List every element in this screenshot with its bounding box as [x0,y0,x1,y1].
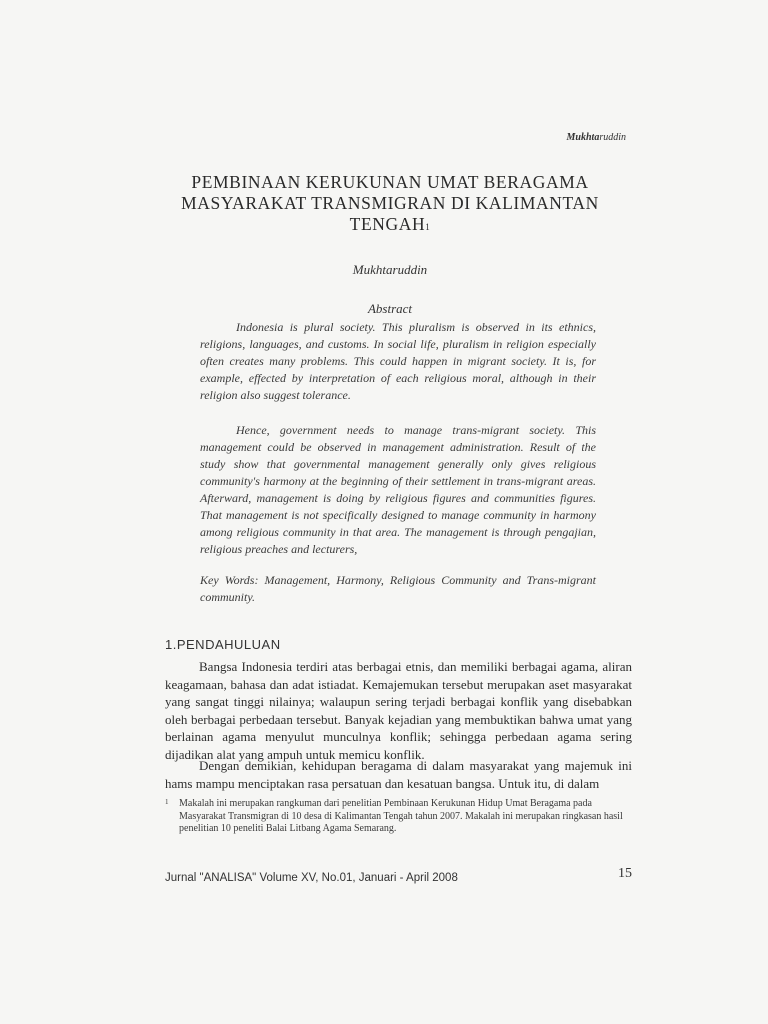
article-title-text: PEMBINAAN KERUKUNAN UMAT BERAGAMA MASYARAKAT TRANSMIGRAN DI KALIMANTAN TENGAH [181,172,599,234]
running-head [567,132,626,143]
footnote [165,798,635,836]
page-number: 15 [618,866,632,881]
running-head-rest: ruddin [599,132,626,143]
title-footnote-mark: 1 [425,222,431,232]
abstract-paragraph: Indonesia is plural society. This pluralism is observed in its ethnics, religions, languages, and customs. In social life, pluralism in religion especially often creates many problems. This could happen in migrant society. It is, for example, effected by interpretation of each religious moral, although in their religion also suggest tolerance. [200,320,596,402]
abstract-keywords: Key Words: Management, Harmony, Religious Community and Trans-migrant community. [200,573,596,604]
body-paragraph: Bangsa Indonesia terdiri atas berbagai etnis, dan memiliki berbagai agama, aliran keagamaan, bahasa dan adat istiadat. Kemajemukan tersebut merupakan aset masyarakat yang sangat tinggi nilainya; walaupun sering terjadi berbagai konflik yang disebabkan oleh berbagai perbedaan tersebut. Banyak kejadian yang membuktikan bahwa umat yang berlainan agama menyulut munculnya konflik; sehingga perbedaan agama sering dijadikan alat yang ampuh untuk memicu konflik. [165,659,632,762]
abstract-heading: Abstract [367,301,413,316]
running-head-bold: Mukhta [566,132,600,143]
article-title [160,172,620,238]
footnote-mark: 1 [165,798,169,806]
footnote-text: Makalah ini merupakan rangkuman dari penelitian Pembinaan Kerukunan Hidup Umat Beragama pada Masyarakat Transmigran di 10 desa di Kalimantan Tengah tahun 2007. Makalah ini merupakan ringkasan hasil penelitian 10 peneliti Balai Litbang Agama Semarang. [179,798,623,834]
section-heading: 1.PENDAHULUAN [165,637,281,652]
article-author: Mukhtaruddin [352,262,428,277]
body-paragraph: Dengan demikian, kehidupan beragama di dalam masyarakat yang majemuk ini hams mampu menciptakan rasa persatuan dan kesatuan bangsa. Untuk itu, di dalam [165,758,632,791]
abstract-paragraph: Hence, government needs to manage trans-migrant society. This management could be observed in management administration. Result of the study show that governmental management generally only gives religious community's harmony at the beginning of their settlement in trans-migrant areas. Afterward, management is doing by religious figures and communities figures. That management is not specifically designed to manage community in harmony among religious community in that area. The management is through pengajian, religious preaches and lecturers, [200,423,596,556]
journal-footer: Jurnal "ANALISA" Volume XV, No.01, Januari - April 2008 [165,872,458,884]
